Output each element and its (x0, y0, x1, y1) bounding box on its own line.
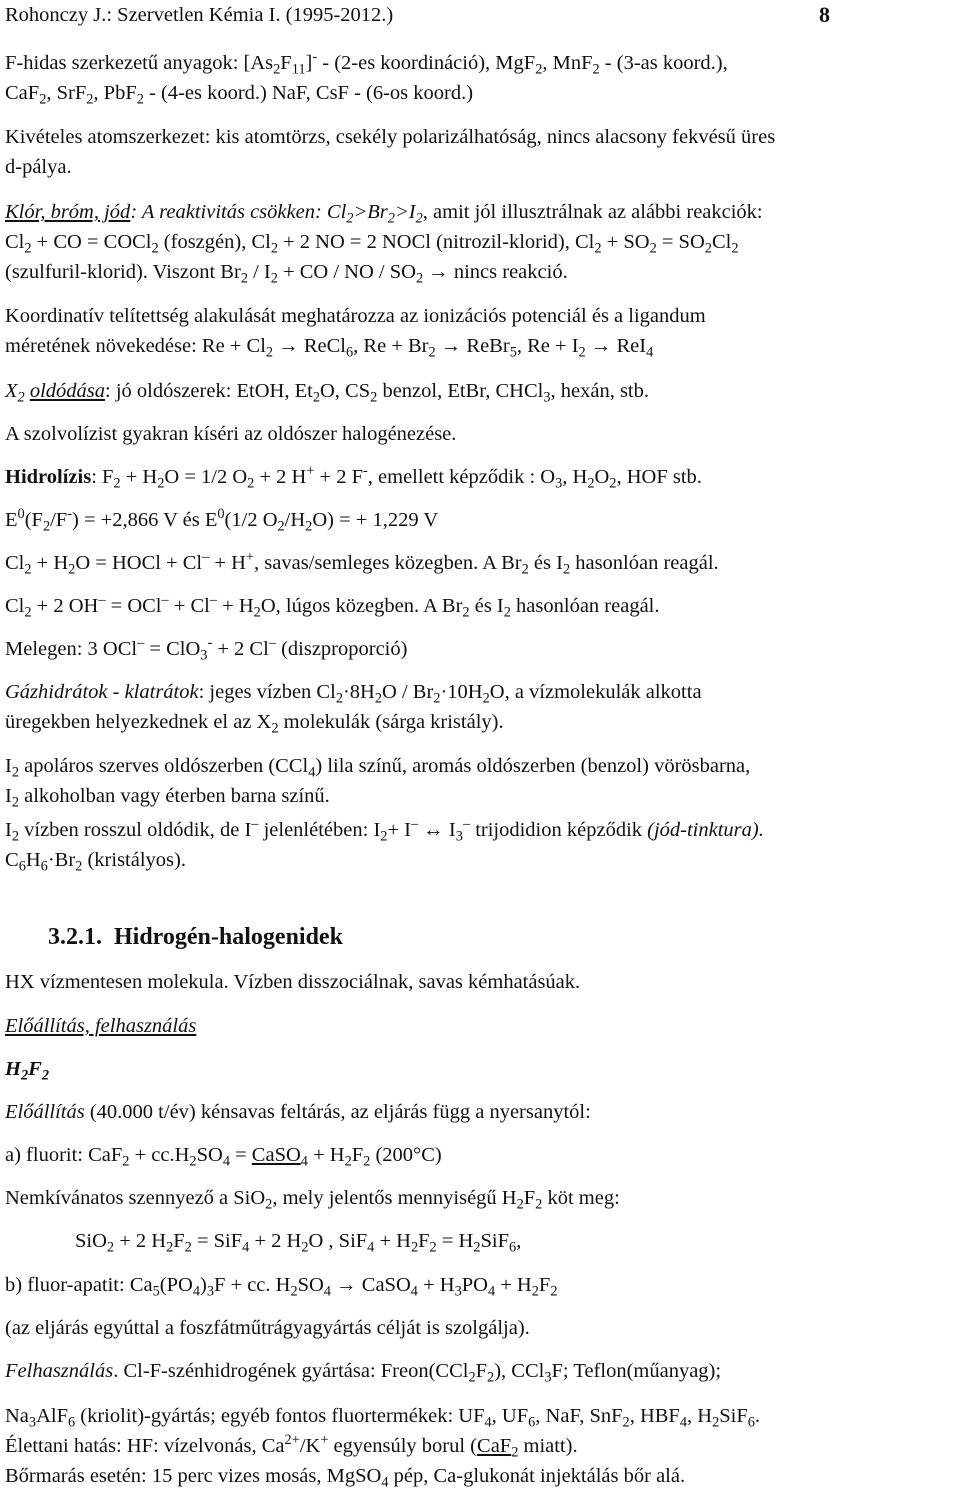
paragraph: b) fluor-apatit: $Ca_5(PO_4)_3F$ + cc. $H_2SO_4$ → CaSO$_4$ + $H_3PO_4 + H_2F_2$ (5, 1274, 558, 1300)
paragraph: Előállítás (40.000 t/év) kénsavas feltárás, az eljárás függ a nyersanytól: (5, 1101, 591, 1123)
paragraph: $Na_3AlF_6$ (kriolit)-gyártás; egyéb fontos fluortermékek: $UF_4$, $UF_6$, NaF, SnF$_2$, $HBF_4$, $H_2SiF_6$. Élettani hatás: HF: vízelvonás, $Ca^{2+}/K^+$ egyensúly borul (CaF$_2$ miatt). Bőrmarás esetén: 15 perc vizes mosás, MgSO$_4$ pép, Ca-glukonát injektálás bőr alá. (5, 1405, 761, 1491)
paragraph: $I_2$ vízben rosszul oldódik, de I– jelenlétében: $I_2+ I^-$ ↔ $I_3^-$ trijodidion képződik (jód-tinktura). $C_6H_6\cdot Br_2$ (kristályos). (5, 816, 764, 875)
paragraph: Előállítás, felhasználás (5, 1015, 197, 1037)
paragraph: Hidrolízis: $F_2 + H_2O = 1/2$ $O_2 + 2$ H+ + 2 F-, emellett képződik : $O_3$, $H_2O_2$, HOF stb. (5, 463, 702, 492)
paragraph: $E^0(F_2/F^-) = +2,866$ V és $E^0(1/2$ $O_2/H_2O$) = + 1,229 V (5, 506, 439, 535)
paragraph: $I_2$ apoláros szerves oldószerben (CCl$_4$) lila színű, aromás oldószerben (benzol) vörösbarna, $I_2$ alkoholban vagy éterben barna színű. (5, 755, 751, 811)
paragraph: Koordinatív telítettség alakulását meghatározza az ionizációs potenciál és a ligandum méretének növekedése: $Re + Cl_2$ → ReCl$_6$, $Re + Br_2$ → ReBr$_5$, $Re + I_2 \to ReI_4$ (5, 305, 706, 361)
paragraph: $Cl_2 + H_2O$ = HOCl + Cl– + H+, savas/semleges közegben. A $Br_2$ és $I_2$ hasonlóan reagál. (5, 549, 719, 578)
paragraph: Gázhidrátok - klatrátok: jeges vízben $Cl_2\cdot 8H_2O / Br_2\cdot 10H_2O$, a vízmolekulák alkotta üregekben helyezkednek el az $X_2$ molekulák (sárga kristály). (5, 681, 702, 737)
paragraph: Felhasználás. Cl-F-szénhidrogének gyártása: $Freon(CCl_2F_2)$, CCl$_3$F; Teflon(műanyag); (5, 1360, 722, 1386)
page-header (5, 0, 960, 30)
paragraph: $X_2$ oldódása: jó oldószerek: EtOH, $Et_2O$, $CS_2$ benzol, EtBr, CHCl$_3$, hexán, stb. (5, 380, 649, 406)
page-number: 8 (819, 2, 830, 27)
paragraph: Klór, bróm, jód: A reaktivitás csökken: $Cl_2>Br_2>I_2$, amit jól illusztrálnak az alábbi reakciók: $Cl_2$ + CO = COCl$_2$ (foszgén), $Cl_2 + 2$ NO = 2 NOCl (nitrozil-klorid), $Cl_2 + SO_2 = SO_2Cl_2$ (szulfuril-klorid). Viszont $Br_2 / I_2$ + CO / NO / $SO_2$ → nincs reakció. (5, 201, 763, 287)
paragraph: F-hidas szerkezetű anyagok: $[As_2F_{11}]^- - (2-es$ koordináció), MgF$_2$, MnF$_2$ - (3-as koord.), CaF$_2$, SrF$_2$, PbF$_2$ - (4-es koord.) NaF, CsF - (6-os koord.) (5, 49, 728, 108)
paragraph: HX vízmentesen molekula. Vízben disszociálnak, savas kémhatásúak. (5, 971, 581, 993)
header-author-title: Rohonczy J.: Szervetlen Kémia I. (1995-2012.) (5, 4, 394, 26)
paragraph: SiO$_2$ + 2 $H_2F_2 = SiF_4 + 2$ $H_2O$ , $SiF_4 + H_2F_2 = H_2SiF_6$, (75, 1230, 522, 1256)
section-heading: 3.2.1. Hidrogén-halogenidek (48, 924, 343, 950)
paragraph: $Cl_2 + 2$ $OH^- = OCl^- + Cl^- + H_2O$, lúgos közegben. A $Br_2$ és $I_2$ hasonlóan reagál. (5, 592, 660, 621)
paragraph: $H_2F_2$ (5, 1058, 49, 1084)
paragraph: A szolvolízist gyakran kíséri az oldószer halogénezése. (5, 423, 457, 445)
paragraph: Nemkívánatos szennyező a SiO$_2$, mely jelentős mennyiségű $H_2F_2$ köt meg: (5, 1187, 620, 1213)
paragraph: a) fluorit: $CaF_2 + cc.H_2SO_4$ = CaSO$_4$ + $H_2F_2$ (200°C) (5, 1144, 442, 1170)
paragraph: (az eljárás egyúttal a foszfátműtrágyagyártás célját is szolgálja). (5, 1317, 530, 1339)
paragraph: Kivételes atomszerkezet: kis atomtörzs, csekély polarizálhatóság, nincs alacsony fekvésű üres d-pálya. (5, 126, 776, 178)
paragraph: Melegen: 3 OCl– = ClO$_3$- + 2 Cl– (diszproporció) (5, 635, 408, 664)
